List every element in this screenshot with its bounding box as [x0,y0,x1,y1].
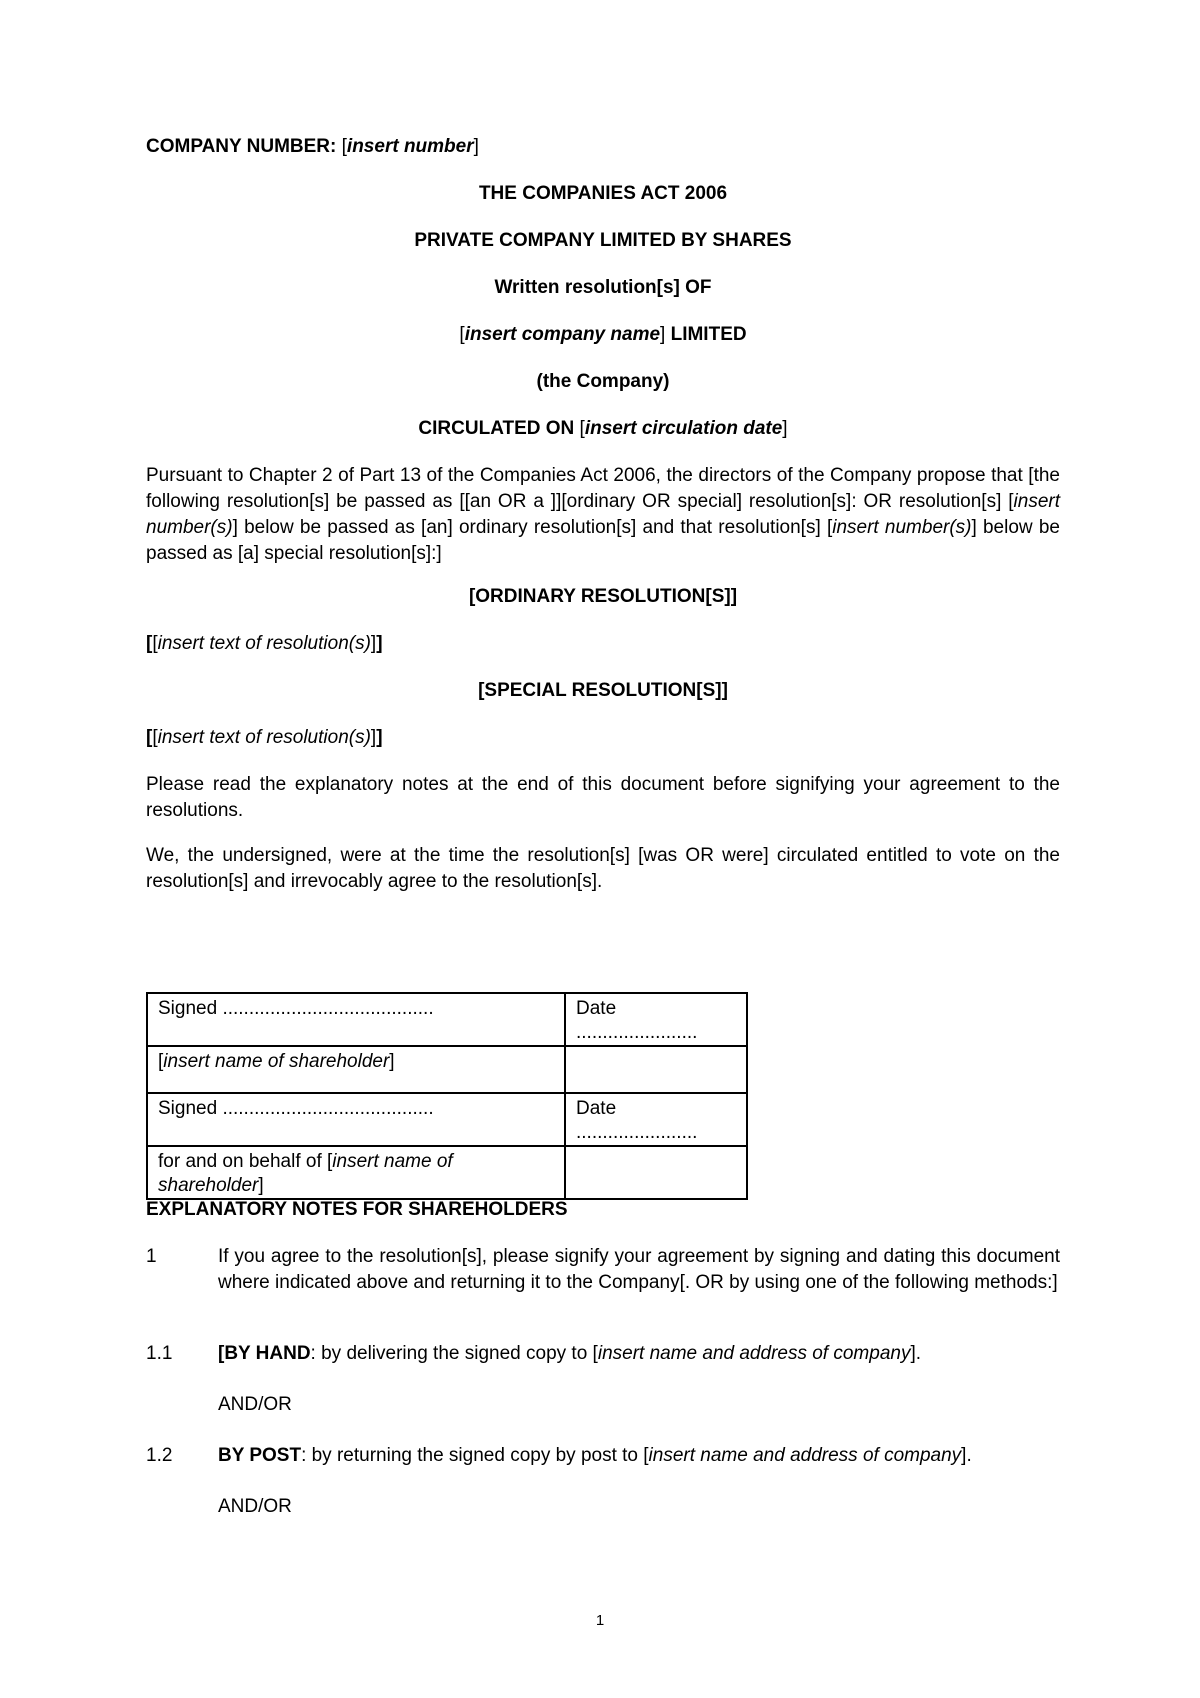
note-1-2-number: 1.2 [146,1445,173,1466]
ordinary-text-placeholder: insert text of resolution(s) [157,633,371,654]
note-1-text: If you agree to the resolution[s], please signify your agreement by signing and dating this document where indicated above and returning it to the Company[. OR by using one of the following methods:] [218,1246,1060,1293]
intro-placeholder-1: insert number(s) [146,491,1060,538]
circulated-line: CIRCULATED ON [insert circulation date] [418,418,788,439]
by-post-text: : by returning the signed copy by post to [ [301,1445,649,1466]
ordinary-heading: [ORDINARY RESOLUTION[S]] [468,586,738,607]
by-hand-label: [BY HAND [218,1343,311,1364]
intro-paragraph: Pursuant to Chapter 2 of Part 13 of the Companies Act 2006, the directors of the Company propose that [the following resolution[s] be passed as [[an OR a ]][ordinary OR special] resolution[s]: OR resolution[s] [insert number(s)] below be passed as [an] ordinary resolution[s] and that resolution[s] [insert number(s)] below be passed as [a] special resolution[s]:] [146,465,1060,564]
intro-text-4: ] below be passed as [a] special resolution[s]:] [146,517,1060,564]
by-hand-placeholder: insert name and address of company [597,1343,911,1364]
intro-text-1: Pursuant to Chapter 2 of Part 13 of the Companies Act 2006, the directors of the Company propose that [146,465,1029,486]
undersigned-paragraph: We, the undersigned, were at the time the resolution[s] [was OR were] circulated entitled to vote on the resolution[s] and irrevocably agree to the resolution[s]. [146,845,1060,892]
company-number-line: COMPANY NUMBER: [insert number] [146,136,479,157]
note-1-1-text: [BY HAND: by delivering the signed copy to [insert name and address of company]. [218,1343,922,1364]
on-behalf-cell[interactable]: for and on behalf of [insert name of shareholder] [147,1146,565,1199]
and-or-1: AND/OR [218,1394,292,1415]
company-number-placeholder: insert number [346,136,474,157]
ordinary-text: [[insert text of resolution(s)]] [146,633,383,654]
on-behalf-placeholder: insert name of shareholder [158,1151,453,1196]
special-text: [[insert text of resolution(s)]] [146,727,383,748]
on-behalf-prefix: for and on behalf of [ [158,1151,333,1172]
signature-table [146,992,748,1200]
shareholder-name-placeholder: insert name of shareholder [163,1051,390,1072]
special-text-placeholder: insert text of resolution(s) [157,727,371,748]
by-post-placeholder: insert name and address of company [648,1445,962,1466]
company-type: PRIVATE COMPANY LIMITED BY SHARES [414,230,792,251]
act-title: THE COMPANIES ACT 2006 [478,183,728,204]
intro-placeholder-2: insert number(s) [832,517,972,538]
company-number-label: COMPANY NUMBER: [146,136,337,157]
company-name-placeholder: insert company name [464,324,661,345]
the-company-label: (the Company) [536,371,670,392]
date-cell-2[interactable]: Date ....................... [565,1093,747,1146]
by-post-label: BY POST [218,1445,302,1466]
and-or-2: AND/OR [218,1496,292,1517]
note-1-1-number: 1.1 [146,1343,173,1364]
shareholder-name-cell[interactable]: [insert name of shareholder] [147,1046,565,1093]
empty-cell-1 [565,1046,747,1093]
by-hand-text: : by delivering the signed copy to [ [310,1343,598,1364]
notes-heading: EXPLANATORY NOTES FOR SHAREHOLDERS [146,1199,568,1220]
signed-cell-2[interactable]: Signed ........................................ [147,1093,565,1146]
page-number: 1 [595,1612,605,1629]
date-cell-1[interactable]: Date ....................... [565,993,747,1046]
circulated-label: CIRCULATED ON [418,418,575,439]
company-name-suffix: LIMITED [670,324,747,345]
signed-cell-1[interactable]: Signed ........................................ [147,993,565,1046]
circulated-placeholder: insert circulation date [584,418,783,439]
intro-text-2: [the following resolution[s] be passed as [[an OR a ]][ordinary OR special] resolution[s]: OR resolution[s] [146,465,1060,512]
note-1-2-text: BY POST: by returning the signed copy by post to [insert name and address of company]. [218,1445,972,1466]
special-heading: [SPECIAL RESOLUTION[S]] [478,680,728,701]
note-1-number: 1 [146,1246,157,1267]
resolution-title: Written resolution[s] OF [494,277,712,298]
please-read-paragraph: Please read the explanatory notes at the end of this document before signifying your agreement to the resolutions. [146,774,1060,821]
empty-cell-2 [565,1146,747,1199]
intro-text-3: ] below be passed as [an] ordinary resolution[s] and that resolution[s] [ [232,517,833,538]
company-name-line: [insert company name] LIMITED [459,324,747,345]
